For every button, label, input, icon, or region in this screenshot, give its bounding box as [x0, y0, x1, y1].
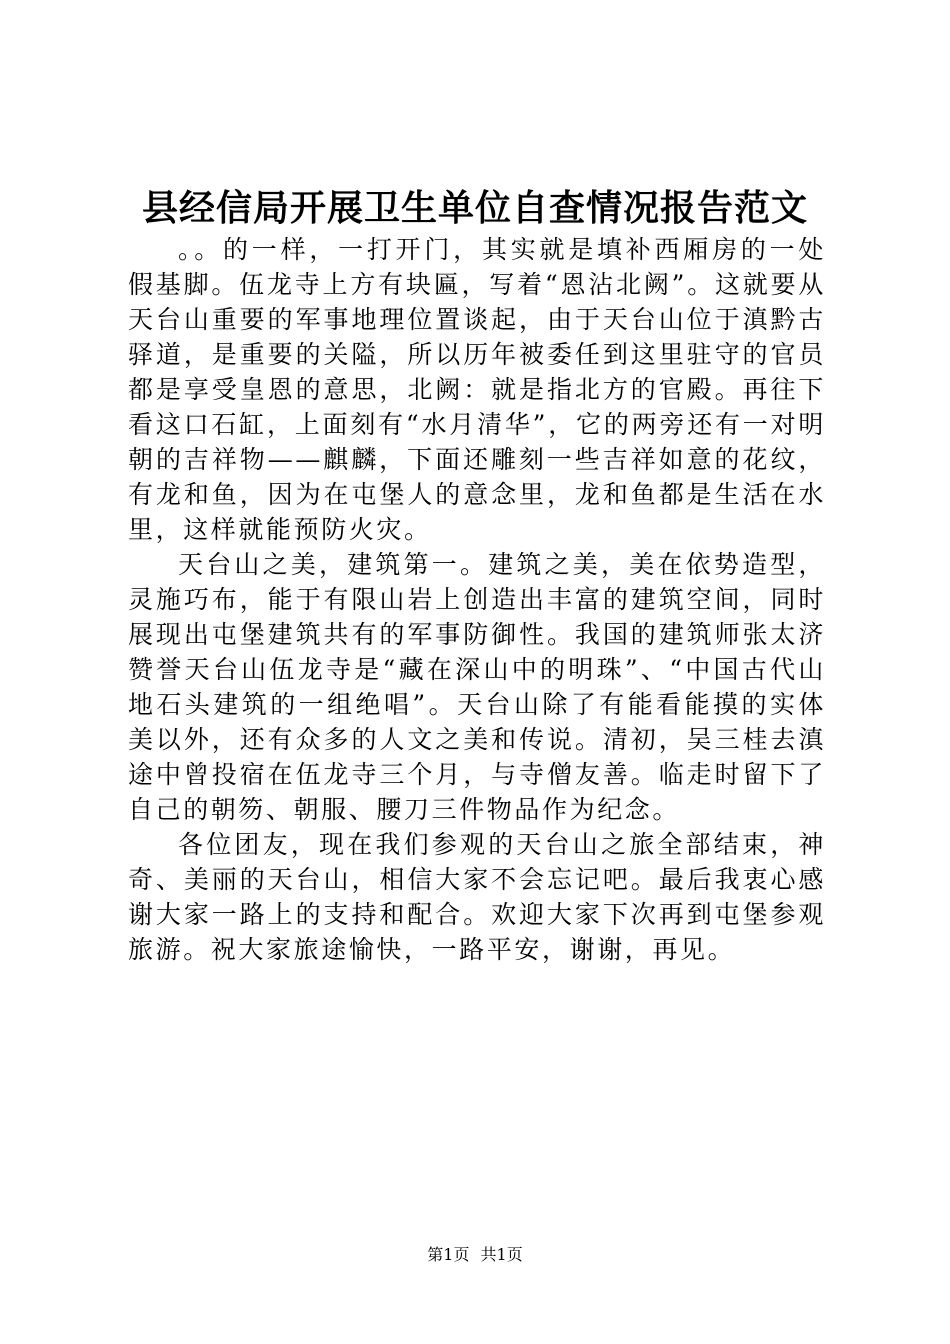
page-footer: [0, 1245, 950, 1265]
page-total: 共1页: [480, 1245, 523, 1264]
page-number: 第1页: [427, 1245, 470, 1264]
document-body: [128, 232, 826, 967]
paragraph: 。。的一样，一打开门，其实就是填补西厢房的一处假基脚。伍龙寺上方有块匾，写着“恩沾北阙”。这就要从天台山重要的军事地理位置谈起，由于天台山位于滇黔古驿道，是重要的关隘，所以历年被委任到这里驻守的官员都是享受皇恩的意思，北阙：就是指北方的官殿。再往下看这口石缸，上面刻有“水月清华”，它的两旁还有一对明朝的吉祥物——麒麟，下面还雕刻一些吉祥如意的花纹，有龙和鱼，因为在屯堡人的意念里，龙和鱼都是生活在水里，这样就能预防火灾。: [128, 235, 826, 544]
paragraph: 天台山之美，建筑第一。建筑之美，美在依势造型，灵施巧布，能于有限山岩上创造出丰富的建筑空间，同时展现出屯堡建筑共有的军事防御性。我国的建筑师张太济赞誉天台山伍龙寺是“藏在深山中的明珠”、“中国古代山地石头建筑的一组绝唱”。天台山除了有能看能摸的实体美以外，还有众多的人文之美和传说。清初，吴三桂去滇途中曾投宿在伍龙寺三个月，与寺僧友善。临走时留下了自己的朝笏、朝服、腰刀三件物品作为纪念。: [128, 550, 826, 824]
document-title: 县经信局开展卫生单位自查情况报告范文: [141, 188, 808, 229]
paragraph: 各位团友，现在我们参观的天台山之旅全部结束，神奇、美丽的天台山，相信大家不会忘记吧。最后我衷心感谢大家一路上的支持和配合。欢迎大家下次再到屯堡参观旅游。祝大家旅途愉快，一路平安，谢谢，再见。: [128, 830, 826, 964]
